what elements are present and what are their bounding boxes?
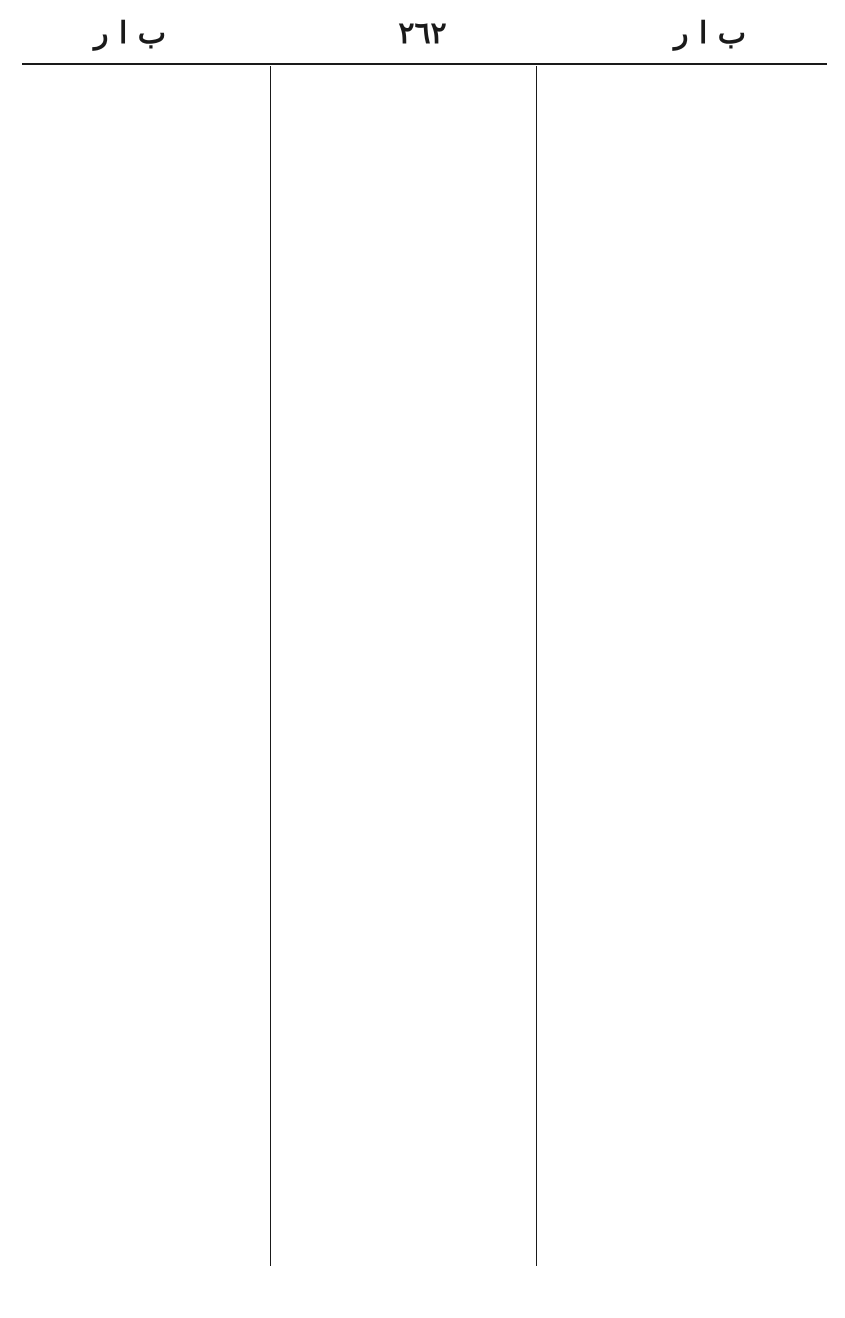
entry-text-line [541, 252, 831, 277]
entry-text-line [541, 174, 831, 199]
entry-text-line [24, 642, 266, 667]
entry-text-line [541, 277, 831, 302]
entry-text-line [277, 564, 535, 589]
dictionary-entry [24, 826, 266, 901]
entry-text-line [24, 667, 266, 692]
entry-text-line [277, 202, 535, 227]
dictionary-entry [277, 617, 535, 792]
continued-entry [277, 74, 535, 174]
entry-text-line [277, 898, 535, 923]
entry-text-line [24, 99, 266, 124]
column-divider [270, 66, 271, 1266]
dictionary-entry [24, 904, 266, 1029]
entry-text-line [541, 664, 831, 689]
dictionary-entry [24, 695, 266, 745]
dictionary-entry [541, 202, 831, 302]
dictionary-entry [541, 533, 831, 558]
entry-text-line [24, 773, 266, 798]
entry-text-line [277, 742, 535, 767]
entry-text-line [277, 717, 535, 742]
entry-text-line [277, 820, 535, 845]
entry-text-line [277, 305, 535, 330]
entry-text-line [24, 720, 266, 745]
dictionary-entry [277, 898, 535, 973]
entry-text-line [277, 767, 535, 792]
entry-text-line [277, 948, 535, 973]
entry-text-line [24, 542, 266, 567]
entry-text-line [24, 695, 266, 720]
entry-text-line [24, 954, 266, 979]
entry-text-line [24, 305, 266, 330]
entry-text-line [24, 798, 266, 823]
entry-text-line [277, 280, 535, 305]
entry-text-line [277, 252, 535, 277]
entry-text-line [24, 826, 266, 851]
entry-text-line [277, 408, 535, 433]
entry-text-line [24, 592, 266, 617]
entry-text-line [541, 74, 831, 99]
dictionary-entry [541, 305, 831, 530]
entry-text-line [24, 929, 266, 954]
entry-text-line [24, 904, 266, 929]
dictionary-entry [541, 745, 831, 820]
entry-text-line [24, 876, 266, 901]
entry-text-line [24, 617, 266, 642]
entry-text-line [24, 152, 266, 177]
dictionary-entry [277, 461, 535, 511]
dictionary-entry [24, 748, 266, 823]
entry-text-line [541, 149, 831, 174]
entry-text-line [24, 464, 266, 489]
entry-text-line [541, 355, 831, 380]
entry-text-line [24, 227, 266, 252]
entry-text-line [541, 330, 831, 355]
entry-text-line [277, 383, 535, 408]
entry-text-line [277, 149, 535, 174]
entry-text-line [24, 202, 266, 227]
entry-text-line [277, 923, 535, 948]
dictionary-entry [277, 795, 535, 895]
dictionary-entry [277, 383, 535, 458]
continued-entry [541, 74, 831, 199]
dictionary-entry [24, 333, 266, 408]
entry-text-line [541, 455, 831, 480]
entry-text-line [541, 480, 831, 505]
entry-text-line [541, 586, 831, 611]
entry-text-line [277, 461, 535, 486]
entry-text-line [541, 948, 831, 973]
entry-text-line [541, 823, 831, 848]
entry-text-line [277, 642, 535, 667]
entry-text-line [541, 998, 831, 1023]
entry-text-line [541, 430, 831, 455]
entry-text-line [541, 973, 831, 998]
entry-text-line [277, 845, 535, 870]
entry-text-line [277, 870, 535, 895]
running-head-left: ب ا ر [94, 16, 166, 51]
page-header [0, 0, 845, 62]
entry-text-line [24, 127, 266, 152]
entry-text-line [24, 851, 266, 876]
entry-text-line [277, 355, 535, 380]
dictionary-entry [277, 976, 535, 1026]
entry-text-line [541, 561, 831, 586]
dictionary-entry [541, 823, 831, 1023]
entry-text-line [541, 305, 831, 330]
entry-text-line [24, 280, 266, 305]
entry-text-line [277, 692, 535, 717]
entry-text-line [277, 486, 535, 511]
entry-text-line [24, 411, 266, 436]
entry-text-line [277, 976, 535, 1001]
entry-text-line [24, 1004, 266, 1029]
dictionary-entry [277, 514, 535, 614]
entry-text-line [24, 979, 266, 1004]
column-right [539, 74, 833, 1269]
entry-text-line [541, 533, 831, 558]
dictionary-entry [24, 411, 266, 461]
entry-text-line [277, 177, 535, 202]
header-rule [22, 63, 827, 65]
entry-text-line [24, 74, 266, 99]
dictionary-entry [24, 280, 266, 330]
entry-text-line [277, 330, 535, 355]
column-middle [275, 74, 537, 1269]
continued-entry [24, 74, 266, 124]
entry-text-line [277, 433, 535, 458]
dictionary-entry [541, 692, 831, 742]
dictionary-entry [24, 127, 266, 277]
entry-text-line [541, 717, 831, 742]
column-left [22, 74, 268, 1269]
entry-text-line [541, 923, 831, 948]
dictionary-entry [277, 280, 535, 380]
entry-text-line [277, 617, 535, 642]
entry-text-line [24, 333, 266, 358]
entry-text-line [541, 227, 831, 252]
entry-text-line [24, 358, 266, 383]
entry-text-line [277, 227, 535, 252]
entry-text-line [277, 589, 535, 614]
entry-text-line [541, 614, 831, 639]
entry-text-line [24, 177, 266, 202]
entry-text-line [541, 848, 831, 873]
entry-text-line [541, 873, 831, 898]
entry-text-line [541, 639, 831, 664]
entry-text-line [541, 795, 831, 820]
entry-text-line [277, 1001, 535, 1026]
dictionary-entry [24, 517, 266, 692]
page-number: ٢٦٢ [398, 16, 447, 51]
entry-text-line [541, 505, 831, 530]
entry-text-line [277, 124, 535, 149]
entry-text-line [541, 898, 831, 923]
entry-text-line [24, 436, 266, 461]
entry-text-line [541, 405, 831, 430]
entry-text-line [541, 99, 831, 124]
entry-text-line [24, 489, 266, 514]
entry-text-line [277, 74, 535, 99]
dictionary-entry [277, 177, 535, 277]
entry-text-line [277, 667, 535, 692]
dictionary-entry [541, 614, 831, 689]
entry-text-line [541, 380, 831, 405]
entry-text-line [24, 252, 266, 277]
entry-text-line [277, 99, 535, 124]
entry-text-line [277, 539, 535, 564]
entry-text-line [541, 745, 831, 770]
running-head-right: ب ا ر [674, 16, 746, 51]
entry-text-line [24, 383, 266, 408]
entry-text-line [24, 517, 266, 542]
entry-text-line [277, 514, 535, 539]
entry-text-line [541, 202, 831, 227]
dictionary-entry [541, 561, 831, 611]
entry-text-line [277, 795, 535, 820]
entry-text-line [24, 567, 266, 592]
entry-text-line [541, 124, 831, 149]
entry-text-line [541, 692, 831, 717]
dictionary-entry [24, 464, 266, 514]
entry-text-line [541, 770, 831, 795]
entry-text-line [24, 748, 266, 773]
